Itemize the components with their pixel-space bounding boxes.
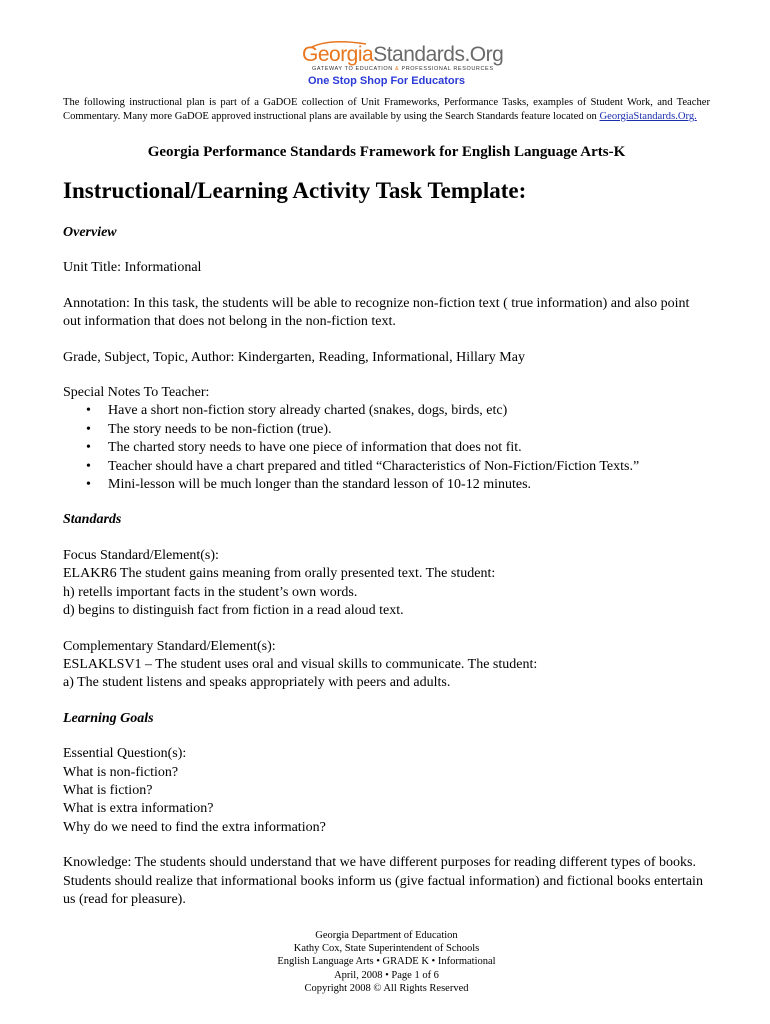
georgiastandards-link[interactable]: GeorgiaStandards.Org. xyxy=(599,111,697,122)
logo-tagline xyxy=(312,66,532,72)
footer-line: April, 2008 • Page 1 of 6 xyxy=(334,969,439,981)
essential-questions-heading: Essential Question(s): xyxy=(63,746,187,762)
intro-text: The following instructional plan is part of a GaDOE collection of Unit Frameworks, Performance Tasks, examples of Student Work, and Teacher Commentary. Many more GaDOE approved instructional plans are available by using the Search Standards feature located on xyxy=(63,97,710,122)
georgiastandards-logo[interactable] xyxy=(302,44,532,74)
logo-tagline-amp: & xyxy=(395,66,400,72)
footer-line: Georgia Department of Education xyxy=(315,930,458,941)
overview-heading: Overview xyxy=(63,225,117,240)
list-item: • Teacher should have a chart prepared and titled “Characteristics of Non-Fiction/Fiction Texts.” xyxy=(108,458,710,476)
page-title: Instructional/Learning Activity Task Template: xyxy=(63,178,527,203)
list-item: • The story needs to be non-fiction (true). xyxy=(108,421,710,439)
focus-standard-heading: Focus Standard/Element(s): xyxy=(63,547,219,563)
site-tagline: One Stop Shop For Educators xyxy=(307,75,466,87)
framework-title: Georgia Performance Standards Framework for English Language Arts-K xyxy=(147,144,626,160)
document-body xyxy=(63,224,710,909)
focus-line: h) retells important facts in the student’s own words. xyxy=(63,584,358,600)
logo-swoosh-icon xyxy=(308,40,368,50)
special-notes-heading: Special Notes To Teacher: xyxy=(63,385,210,401)
annotation: Annotation: In this task, the students will be able to recognize non-fiction text ( true information) and also point out information that does not belong in the non-fiction text. xyxy=(63,295,690,330)
intro-paragraph xyxy=(63,96,710,124)
special-notes-list xyxy=(63,402,710,494)
logo-org: .Org xyxy=(464,43,504,66)
question-item: What is fiction? xyxy=(63,782,153,798)
standards-heading: Standards xyxy=(63,512,122,528)
complementary-line: a) The student listens and speaks appropriately with peers and adults. xyxy=(63,675,451,691)
question-item: What is extra information? xyxy=(63,801,214,817)
page-footer xyxy=(63,929,710,995)
logo-georgia: Georgia xyxy=(302,43,374,66)
grade-subject-line: Grade, Subject, Topic, Author: Kindergarten, Reading, Informational, Hillary May xyxy=(63,349,525,365)
logo-standards: Standards xyxy=(373,43,465,66)
logo-tagline-left: GATEWAY TO EDUCATION xyxy=(312,66,393,72)
focus-line: ELAKR6 The student gains meaning from orally presented text. The student: xyxy=(63,566,496,582)
complementary-line: ESLAKLSV1 – The student uses oral and visual skills to communicate. The student: xyxy=(63,656,538,672)
list-item: • Mini-lesson will be much longer than the standard lesson of 10-12 minutes. xyxy=(108,476,710,494)
list-item: • The charted story needs to have one piece of information that does not fit. xyxy=(108,439,710,457)
footer-line: English Language Arts • GRADE K • Informational xyxy=(277,956,496,968)
focus-line: d) begins to distinguish fact from fiction in a read aloud text. xyxy=(63,603,404,619)
learning-goals-heading: Learning Goals xyxy=(63,710,154,726)
complementary-standard-heading: Complementary Standard/Element(s): xyxy=(63,638,276,654)
logo-tagline-right: PROFESSIONAL RESOURCES xyxy=(401,66,494,72)
question-item: What is non-fiction? xyxy=(63,764,179,780)
unit-title: Unit Title: Informational xyxy=(63,260,202,276)
footer-line: Kathy Cox, State Superintendent of Schools xyxy=(293,943,480,955)
question-item: Why do we need to find the extra information? xyxy=(63,819,326,835)
knowledge-paragraph: Knowledge: The students should understand that we have different purposes for reading different types of books. Students should realize that informational books inform us (give factual information) and fictional books entertain us (read for pleasure). xyxy=(63,855,703,907)
footer-line: Copyright 2008 © All Rights Reserved xyxy=(304,982,469,994)
list-item: • Have a short non-fiction story already charted (snakes, dogs, birds, etc) xyxy=(108,402,710,420)
